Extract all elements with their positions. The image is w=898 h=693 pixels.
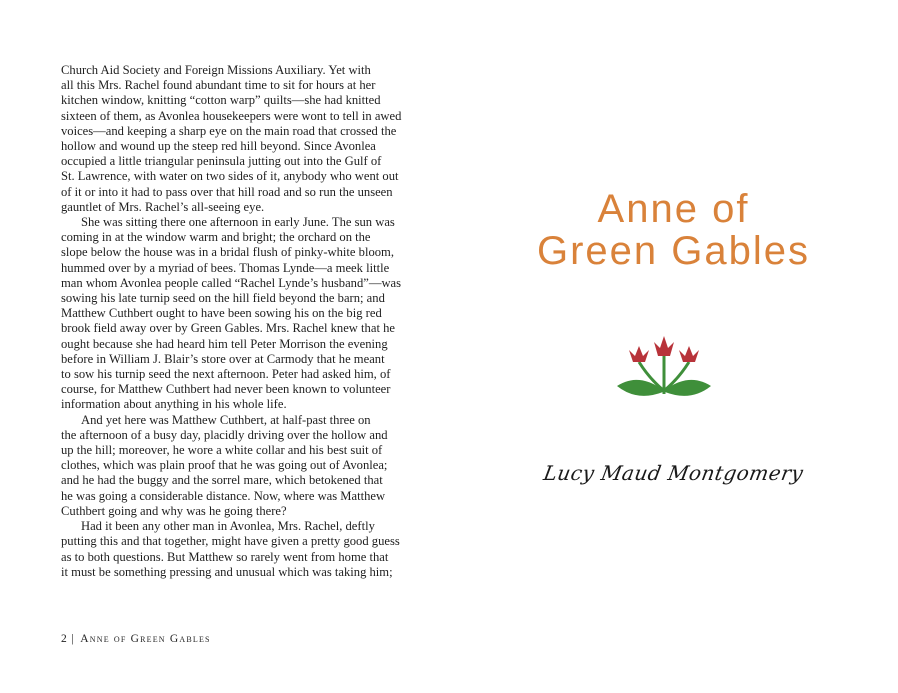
footer-separator: | [71, 633, 75, 645]
right-page [449, 0, 898, 693]
page-footer [61, 633, 211, 645]
center-tulip [654, 336, 674, 356]
text-line: of it or into it had to pass over that hill road and so run the unseen [61, 184, 393, 199]
text-line: he was going a considerable distance. Now, where was Matthew [61, 488, 386, 503]
book-title-line-1: Anne of [597, 187, 750, 231]
text-line: up the hill; moreover, he wore a white collar and his best suit of [61, 443, 383, 458]
page-number: 2 [61, 633, 68, 645]
text-line: the afternoon of a busy day, placidly driving over the hollow and [61, 427, 388, 442]
text-line: Had it been any other man in Avonlea, Mrs. Rachel, deftly [81, 519, 375, 534]
text-line: And yet here was Matthew Cuthbert, at half-past three on [81, 412, 371, 427]
text-line: She was sitting there one afternoon in early June. The sun was [81, 215, 395, 230]
text-line: Cuthbert going and why was he going there? [61, 503, 287, 518]
text-line: coming in at the window warm and bright; the orchard on the [61, 230, 371, 245]
text-line: kitchen window, knitting “cotton warp” quilts—she had knitted [61, 93, 381, 108]
text-line: hollow and wound up the steep red hill beyond. Since Avonlea [61, 139, 376, 154]
text-line: as to both questions. But Matthew so rarely went from home that [61, 549, 389, 564]
text-line: Matthew Cuthbert ought to have been sowing his on the big red [61, 306, 382, 321]
body-text [61, 63, 413, 580]
tulip-ornament-icon [609, 336, 719, 406]
text-line: before in William J. Blair’s store over at Carmody that he meant [61, 351, 385, 366]
text-line: brook field away over by Green Gables. Mrs. Rachel knew that he [61, 321, 395, 336]
right-tulip [679, 346, 699, 362]
left-tulip [629, 346, 649, 362]
text-line: Church Aid Society and Foreign Missions Auxiliary. Yet with [61, 63, 371, 77]
text-line: occupied a little triangular peninsula jutting out into the Gulf of [61, 154, 382, 169]
text-line: St. Lawrence, with water on two sides of it, anybody who went out [61, 169, 399, 184]
text-line: to sow his turnip seed the next afternoon. Peter had asked him, of [61, 367, 391, 382]
text-line: it must be something pressing and unusual which was taking him; [61, 564, 393, 579]
text-line: all this Mrs. Rachel found abundant time to sit for hours at her [61, 78, 376, 93]
text-line: ought because she had heard him tell Peter Morrison the evening [61, 336, 388, 351]
text-line: putting this and that together, might have given a pretty good guess [61, 534, 400, 549]
text-line: clothes, which was plain proof that he was going out of Avonlea; [61, 458, 388, 473]
author-name: Lucy Maud Montgomery [541, 461, 806, 485]
text-line: course, for Matthew Cuthbert had never been known to volunteer [61, 382, 391, 397]
text-line: slope below the house was in a bridal flush of pinky-white bloom, [61, 245, 394, 260]
text-line: man whom Avonlea people called “Rachel Lynde’s husband”—was [61, 275, 402, 290]
text-line: sixteen of them, as Avonlea housekeepers were wont to tell in awed [61, 108, 402, 123]
text-line: voices—and keeping a sharp eye on the main road that crossed the [61, 123, 397, 138]
text-line: gauntlet of Mrs. Rachel’s all-seeing eye. [61, 199, 265, 214]
running-head: Anne of Green Gables [80, 633, 211, 645]
text-line: and he had the buggy and the sorrel mare, which betokened that [61, 473, 383, 488]
text-line: sowing his late turnip seed on the hill field beyond the barn; and [61, 291, 385, 306]
text-line: hummed over by a myriad of bees. Thomas Lynde—a meek little [61, 260, 390, 275]
book-title [449, 188, 898, 272]
text-line: information about anything in his whole life. [61, 397, 287, 412]
book-title-line-2: Green Gables [536, 229, 811, 273]
